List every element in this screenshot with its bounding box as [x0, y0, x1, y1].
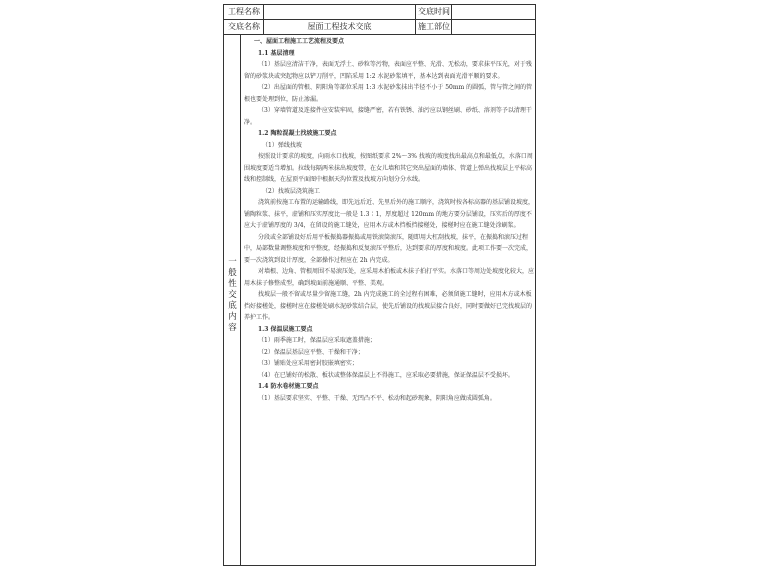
body-paragraph: 找坡层一般不留或尽量少留施工缝，2h 内完成施工的全过程有困难，必须留施工缝时，应用木方或木板挡好接槎处，接槎时应在接槎处刷水泥砂浆结合层，使先后铺设的找坡层接合良好，同时要做好已完找坡层的养护工作。: [244, 291, 533, 321]
body-paragraph: （1）雨季施工时，保温层应采取遮盖措施；: [258, 337, 376, 344]
body-paragraph: （2）出屋面的管根、阴阳角等部位采用 1:3 水泥砂浆抹出半径不小于 50mm 的圆弧，管与管之间的管根也要处理到位，防止渗漏。: [244, 84, 533, 103]
body-paragraph: （1）基层要求坚实、平整、干燥、无凹凸不平、松动和起砂现象，阴阳角应做成圆弧角。: [258, 394, 496, 402]
date-label: 交底时间: [416, 5, 452, 19]
section-heading: 一、屋面工程施工工艺流程及要点: [254, 38, 345, 45]
side-label-char: 内: [228, 312, 237, 322]
subsection-heading: 1.4 防水卷材施工要点: [258, 383, 319, 390]
body-paragraph: （1）基层应清洁干净，表面无浮土、砂粒等污物，表面应平整、光滑、无松动，要求抹平压光，对于残留的砂浆块或突起物应以铲刀削平，凹陷采用 1:2 水泥砂浆填平，基本达到表面光滑平顺的要求。: [244, 61, 532, 80]
side-label-char: 容: [228, 323, 237, 333]
body-paragraph: （2）保温层基层应平整、干燥和干净；: [258, 348, 364, 356]
body-paragraph: （3）穿墙管道及连接件应安装牢固，接缝严密，若有铁锈、油污应以钢丝刷、砂纸、溶剂等予以清理干净。: [244, 107, 532, 126]
body-paragraph: 按照设计要求的坡度，向雨水口找坡，按图纸要求 2%～3% 找坡的坡度找出最高点和最低点，水落口周围坡度要适当增加。拉线每隔两米抹出坡度带，在女儿墙和其它突出屋面的墙体、管道上弹出找坡层上平标高线和控制线，在屋顶平面图中根据天沟位置及找坡方向划分分水线。: [244, 153, 533, 183]
side-label-char: 交: [228, 290, 237, 300]
disclosure-form: [223, 4, 536, 566]
project-name-label: 工程名称: [224, 5, 264, 19]
body-paragraph: 对墙根、边角、管根周围不易滚压处，应采用木拍板或木抹子拍打平实。水落口等周边处坡度化较大，应用木抹子修整成型，确到坡面前施通顺、平整、美观。: [244, 268, 535, 287]
side-label-column: [224, 35, 241, 565]
date-value: [452, 5, 535, 19]
header-row-1: [224, 5, 535, 20]
side-label-char: 性: [228, 279, 237, 289]
side-label-char: 一: [228, 257, 237, 267]
subsection-heading: 1.1 基层清理: [258, 49, 295, 57]
body-paragraph: （4）在已铺好的松散、板状或整体保温层上不得施工，应采取必要措施，保证保温层不受损坏。: [258, 371, 514, 379]
dept-value: [452, 20, 535, 34]
step-heading: （2）找坡层浇筑施工: [262, 187, 320, 195]
subsection-heading: 1.3 保温层施工要点: [258, 325, 313, 333]
body-paragraph: 浇筑前按施工布置的运输路线，即先远后近、先里后外的施工顺序，浇筑时按各标高器的基层铺设坡度，铺陶粒浆、抹平，虚铺和压实厚度比一般是 1.3∶1，厚度超过 120mm 的地方要分层铺设，压实后的厚度不应大于虚铺厚度的 3/4，在留设的施工缝处，应用木方或木挡板挡接槎处，接槎时应在施工缝处涂刷浆。: [244, 199, 535, 229]
header-row-2: [224, 20, 535, 35]
dept-label: 施工部位: [416, 20, 452, 34]
disclosure-name-value: 屋面工程技术交底: [264, 20, 416, 34]
step-heading: （1）弹线找坡: [262, 141, 302, 149]
side-label: [224, 257, 241, 334]
disclosure-content: [244, 36, 534, 404]
side-label-char: 底: [228, 301, 237, 311]
body-paragraph: 分段或全部铺设好后用平板振捣器振捣或用铁滚筒滚压，随即用大杠刮找坡，抹平，在振捣和滚压过程中，局部数量调整坡度和平整度，经振捣和反复滚压平整后，达到要求的厚度和坡度。此项工作要一次完成，要一次浇筑到设计厚度，全部操作过程应在 2h 内完成。: [244, 233, 533, 264]
disclosure-name-label: 交底名称: [224, 20, 264, 34]
project-name-value: [264, 5, 416, 19]
side-label-char: 般: [228, 268, 237, 278]
subsection-heading: 1.2 陶粒混凝土找坡施工要点: [258, 130, 337, 137]
body-paragraph: （3）铺贴处应采用密封胶嵌填密实；: [258, 360, 358, 367]
